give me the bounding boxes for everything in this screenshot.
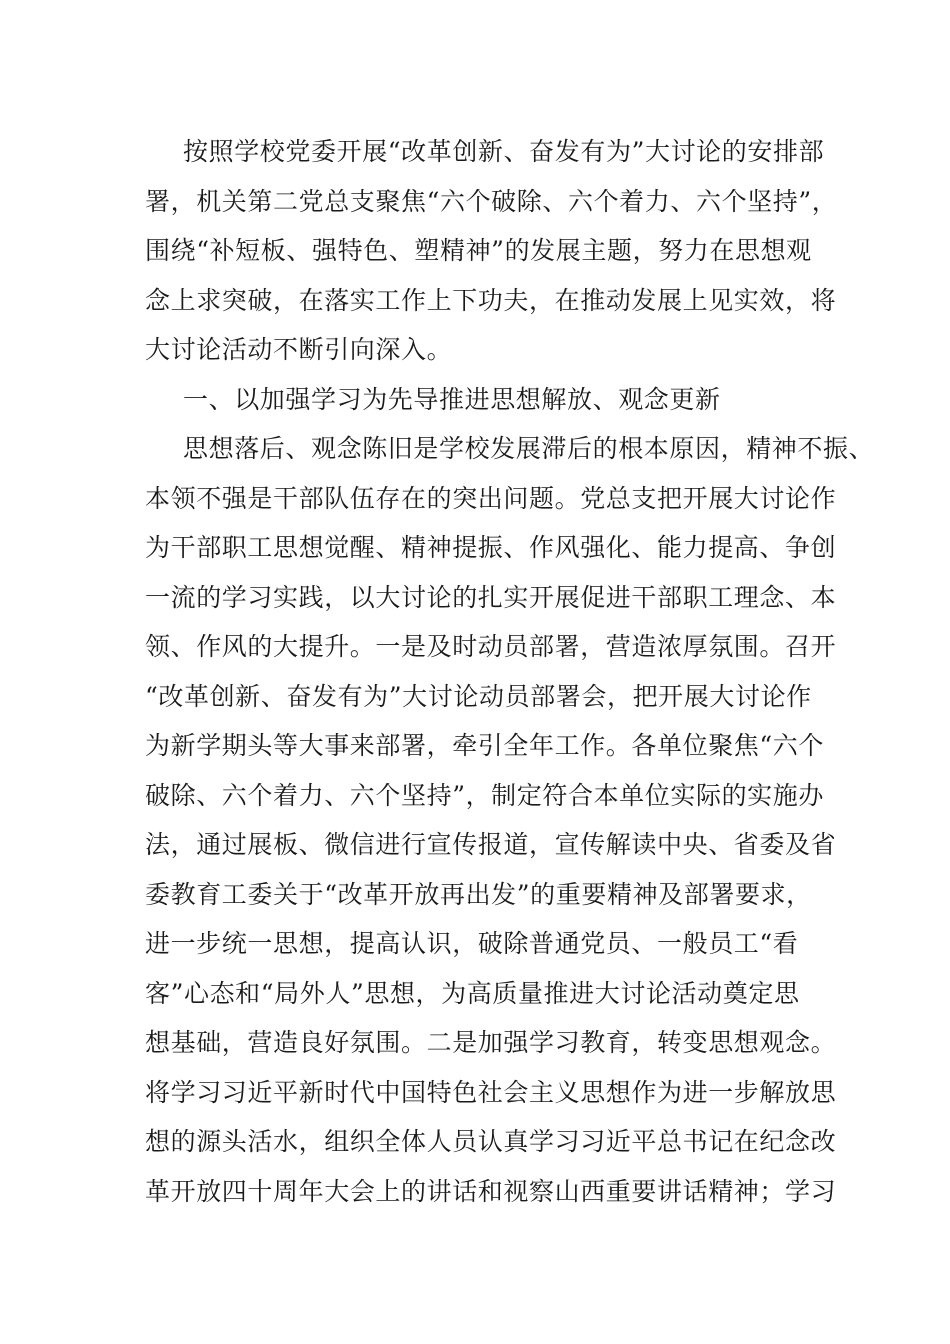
paragraph-body-line-1: 思想落后、观念陈旧是学校发展滞后的根本原因，精神不振、 [183,434,875,463]
paragraph-intro-line-4: 念上求突破，在落实工作上下功夫，在推动发展上见实效，将 [145,286,837,315]
paragraph-body-line-13: 想基础，营造良好氛围。二是加强学习教育，转变思想观念。 [145,1028,837,1057]
paragraph-body-line-14: 将学习习近平新时代中国特色社会主义思想作为进一步解放思 [145,1078,837,1107]
paragraph-intro-line-2: 署，机关第二党总支聚焦“六个破除、六个着力、六个坚持”， [145,187,838,216]
paragraph-body-line-12: 客”心态和“局外人”思想，为高质量推进大讨论活动奠定思 [145,979,800,1008]
paragraph-intro-line-5: 大讨论活动不断引向深入。 [145,335,453,364]
paragraph-body-line-3: 为干部职工思想觉醒、精神提振、作风强化、能力提高、争创 [145,533,837,562]
paragraph-body-line-9: 法，通过展板、微信进行宣传报道，宣传解读中央、省委及省 [145,830,837,859]
paragraph-body-line-8: 破除、六个着力、六个坚持”，制定符合本单位实际的实施办 [145,781,824,810]
paragraph-body-line-11: 进一步统一思想，提高认识，破除普通党员、一般员工“看 [145,929,799,958]
paragraph-intro-line-1: 按照学校党委开展“改革创新、奋发有为”大讨论的安排部 [183,137,825,166]
paragraph-body-line-2: 本领不强是干部队伍存在的突出问题。党总支把开展大讨论作 [145,484,837,513]
paragraph-body-line-10: 委教育工委关于“改革开放再出发”的重要精神及部署要求， [145,880,812,909]
paragraph-body-line-16: 革开放四十周年大会上的讲话和视察山西重要讲话精神；学习 [145,1177,837,1206]
paragraph-body-line-6: “改革创新、奋发有为”大讨论动员部署会，把开展大讨论作 [145,682,812,711]
paragraph-intro-line-3: 围绕“补短板、强特色、塑精神”的发展主题，努力在思想观 [145,236,812,265]
paragraph-body-line-5: 领、作风的大提升。一是及时动员部署，营造浓厚氛围。召开 [145,632,837,661]
paragraph-body-line-15: 想的源头活水，组织全体人员认真学习习近平总书记在纪念改 [145,1127,837,1156]
paragraph-body-line-7: 为新学期头等大事来部署，牵引全年工作。各单位聚焦“六个 [145,731,824,760]
paragraph-body-line-4: 一流的学习实践，以大讨论的扎实开展促进干部职工理念、本 [145,583,837,612]
section-heading-1: 一、以加强学习为先导推进思想解放、观念更新 [183,385,721,414]
